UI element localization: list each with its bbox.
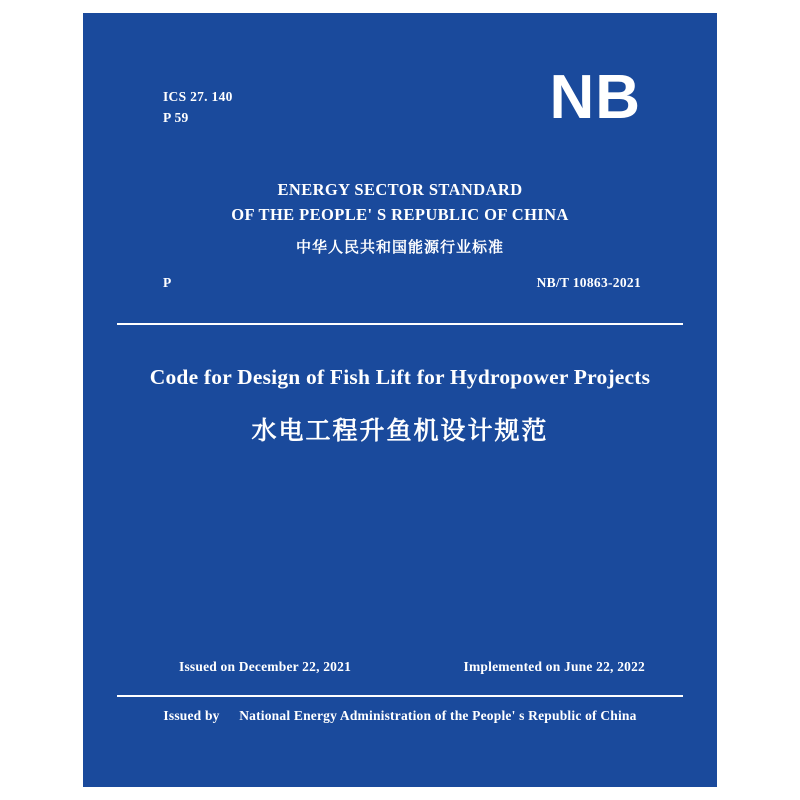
divider-bottom: [117, 695, 683, 697]
nb-logo: NB: [549, 63, 641, 132]
dates-row: [179, 659, 645, 675]
standard-number: NB/T 10863-2021: [536, 275, 641, 290]
ics-code: ICS 27. 140: [163, 89, 233, 104]
title-english: Code for Design of Fish Lift for Hydropower Projects: [149, 365, 651, 389]
title-block: [83, 365, 717, 447]
category-letter: P: [163, 275, 172, 290]
classification-code: P 59: [163, 109, 189, 125]
organization-line1: ENERGY SECTOR STANDARD: [277, 180, 523, 199]
implementation-date: Implemented on June 22, 2022: [463, 659, 645, 674]
organization-line2: OF THE PEOPLE' S REPUBLIC OF CHINA: [231, 205, 569, 225]
title-chinese: 水电工程升鱼机设计规范: [251, 416, 549, 445]
issuer-name: National Energy Administration of the People' s Republic of China: [239, 708, 637, 723]
standard-cover: [83, 13, 717, 787]
divider-top: [117, 323, 683, 325]
issuer-label: Issued by: [163, 708, 220, 723]
issue-date: Issued on December 22, 2021: [179, 659, 352, 674]
issuer-row: [83, 708, 717, 724]
code-block: [163, 87, 233, 129]
organization-block: [83, 177, 717, 257]
organization-chinese: 中华人民共和国能源行业标准: [295, 238, 504, 257]
standard-meta-row: [163, 275, 641, 291]
